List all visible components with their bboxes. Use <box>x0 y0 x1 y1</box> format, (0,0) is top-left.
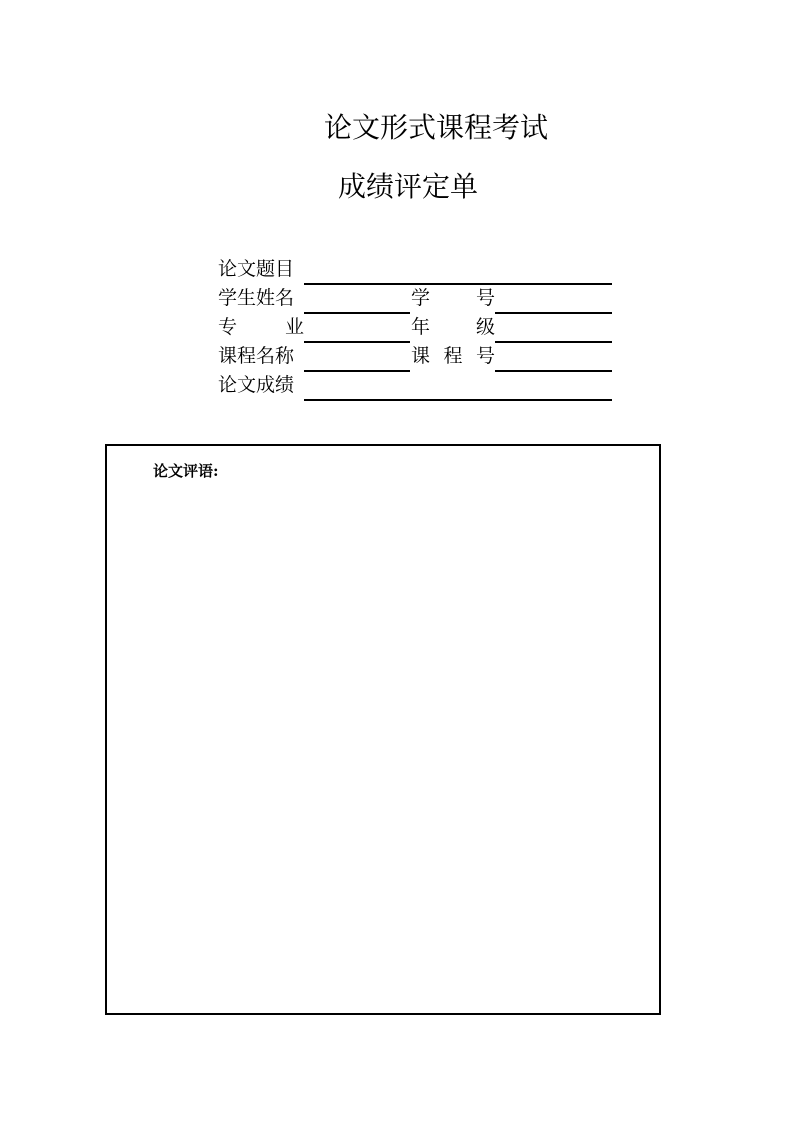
thesis-title-label: 论文题目 <box>218 258 295 280</box>
form-row-major-grade <box>218 314 612 343</box>
form-row-name-id <box>218 285 612 314</box>
form-row-score <box>218 372 612 401</box>
form-row-thesis-title <box>218 256 612 285</box>
comment-box[interactable] <box>105 444 661 1015</box>
major-label: 专 业 <box>218 316 304 338</box>
grade-year-label: 年 级 <box>411 316 495 338</box>
thesis-score-label: 论文成绩 <box>218 374 295 396</box>
student-name-label: 学生姓名 <box>218 287 295 309</box>
form-row-course <box>218 343 612 372</box>
course-number-label: 课 程 号 <box>411 345 495 367</box>
course-name-label: 课程名称 <box>218 345 295 367</box>
page-title: 论文形式课程考试 <box>324 111 549 144</box>
info-form <box>218 256 612 401</box>
student-id-label: 学 号 <box>411 287 495 309</box>
page-subtitle: 成绩评定单 <box>338 170 479 203</box>
comment-label: 论文评语: <box>153 462 219 480</box>
thesis-score-field[interactable] <box>304 399 612 401</box>
